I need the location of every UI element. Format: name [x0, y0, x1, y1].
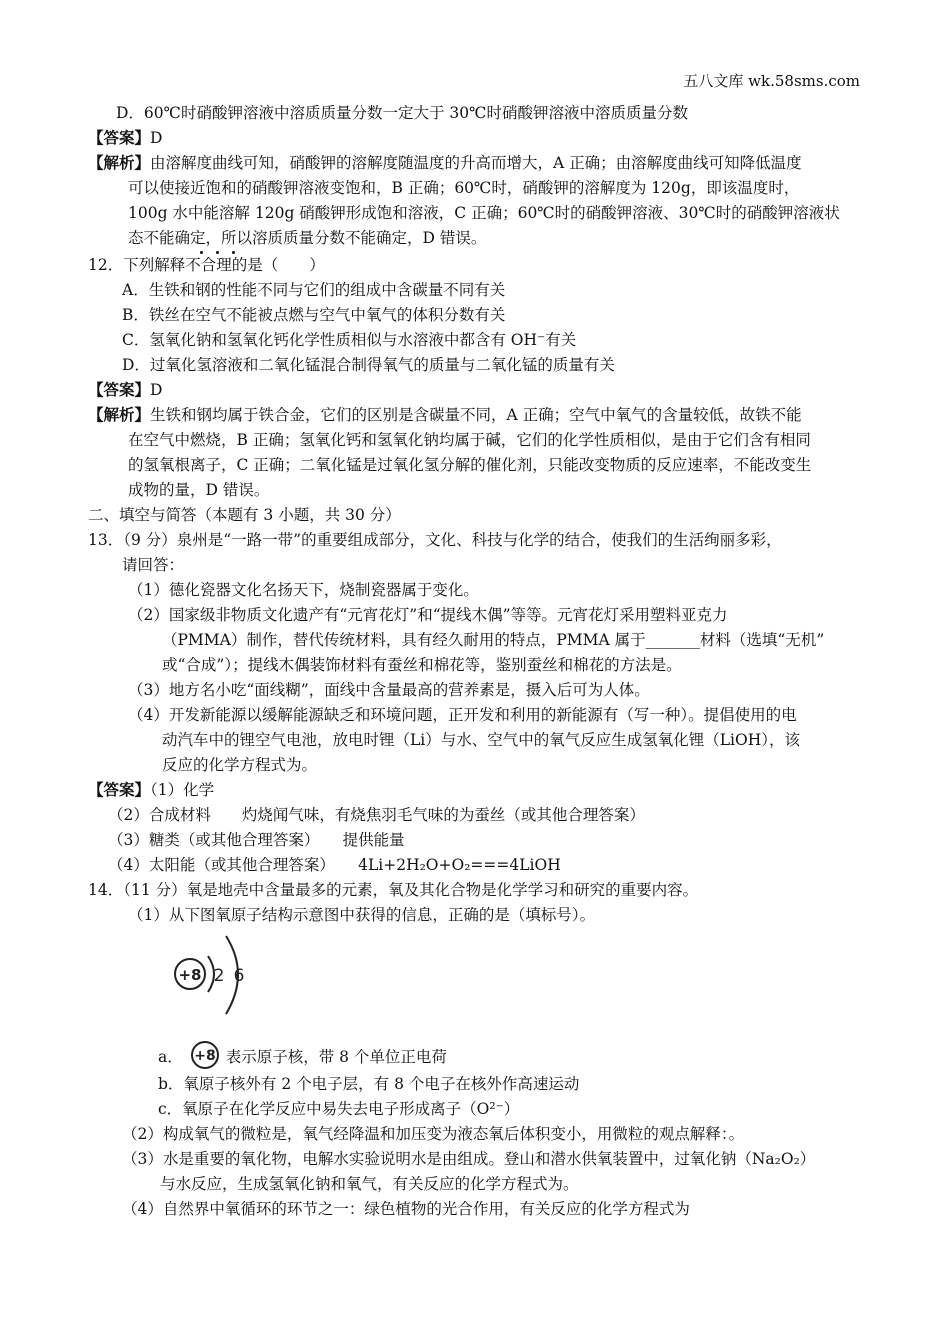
nucleus-symbol-label: +8	[193, 1048, 216, 1064]
emphasis-dot	[216, 251, 219, 254]
q13-answer-line: （4）太阳能（或其他合理答案） 4Li+2H₂O+O₂===4LiOH	[108, 856, 561, 874]
q12-option-b: B．铁丝在空气不能被点燃与空气中氧气的体积分数有关	[122, 306, 506, 324]
q13-part: （1）德化瓷器文化名扬天下，烧制瓷器属于变化。	[128, 581, 479, 599]
answer-value: D	[150, 381, 163, 399]
q12-stem: 12．下列解释不合理的是（ ）	[88, 256, 325, 274]
q11-analysis-line: 100g 水中能溶解 120g 硝酸钾形成饱和溶液，C 正确；60℃时的硝酸钾溶液、30℃时的硝酸钾溶液状	[128, 204, 840, 222]
q14-part3: 与水反应，生成氢氧化钠和氧气，有关反应的化学方程式为。	[160, 1175, 579, 1193]
analysis-label: 【解析】	[88, 153, 151, 172]
q14-part3: （3）水是重要的氧化物，电解水实验说明水是由组成。登山和潜水供氧装置中，过氧化钠（Na₂O₂）	[122, 1150, 816, 1168]
answer-value: D	[150, 129, 163, 147]
q13-part: （3）地方名小吃“面线糊”，面线中含量最高的营养素是，摄入后可为人体。	[128, 681, 650, 699]
analysis-text: 由溶解度曲线可知，硝酸钾的溶解度随温度的升高而增大，A 正确；由溶解度曲线可知降低温度	[150, 154, 802, 172]
answer-value: （1）化学	[150, 781, 215, 799]
q12-option-d: D．过氧化氢溶液和二氧化锰混合制得氧气的质量与二氧化锰的质量有关	[122, 356, 615, 374]
q12-answer	[88, 379, 162, 401]
q14-choice-c: c．氧原子在化学反应中易失去电子形成离子（O²⁻）	[158, 1100, 520, 1118]
q12-option-c: C．氢氧化钠和氢氧化钙化学性质相似与水溶液中都含有 OH⁻有关	[122, 331, 577, 349]
answer-label: 【答案】	[88, 780, 151, 799]
q14-choice-a	[158, 1046, 447, 1070]
q13-part: （4）开发新能源以缓解能源缺乏和环境问题，正开发和利用的新能源有（写一种）。提倡使用的电	[128, 706, 797, 724]
q11-answer	[88, 127, 162, 149]
choice-a-prefix: a．	[158, 1048, 183, 1066]
q13-part: 或“合成”）；提线木偶装饰材料有蚕丝和棉花等，鉴别蚕丝和棉花的方法是。	[162, 656, 682, 674]
q12-option-a: A．生铁和钢的性能不同与它们的组成中含碳量不同有关	[122, 281, 506, 299]
q13-stem: 请回答：	[122, 556, 185, 574]
nucleus-symbol	[188, 1040, 224, 1070]
shell-2-count: 6	[233, 966, 245, 986]
analysis-label: 【解析】	[88, 405, 151, 424]
nucleus-charge: +8	[178, 966, 202, 984]
q13-part: 动汽车中的锂空气电池，放电时锂（Li）与水、空气中的氧气反应生成氢氧化锂（LiOH），该	[162, 731, 800, 749]
q14-choice-b: b．氧原子核外有 2 个电子层，有 8 个电子在核外作高速运动	[158, 1075, 580, 1093]
q13-part: 反应的化学方程式为。	[162, 756, 318, 774]
q13-answer-line: （3）糖类（或其他合理答案） 提供能量	[108, 831, 405, 849]
q13-part: （2）国家级非物质文化遗产有“元宵花灯”和“提线木偶”等等。元宵花灯采用塑料亚克力	[128, 606, 728, 624]
q14-part2: （2）构成氧气的微粒是，氧气经降温和加压变为液态氧后体积变小，用微粒的观点解释：。	[122, 1125, 745, 1143]
emphasis-dot	[232, 251, 235, 254]
emphasis-dot	[200, 251, 203, 254]
answer-label: 【答案】	[88, 128, 151, 147]
answer-label: 【答案】	[88, 380, 151, 399]
choice-a-text: 表示原子核，带 8 个单位正电荷	[225, 1048, 447, 1066]
q12-analysis-line: 成物的量，D 错误。	[128, 481, 270, 499]
q13-answer-line: （2）合成材料 灼烧闻气味，有烧焦羽毛气味的为蚕丝（或其他合理答案）	[108, 806, 645, 824]
shell-1-count: 2	[213, 966, 225, 986]
analysis-text: 生铁和钢均属于铁合金，它们的区别是含碳量不同，A 正确；空气中氧气的含量较低，故铁不能	[150, 406, 802, 424]
q12-analysis-line: 的氢氧根离子，C 正确；二氧化锰是过氧化氢分解的催化剂，只能改变物质的反应速率，不能改变生	[128, 456, 812, 474]
page-header: 五八文库 wk.58sms.com	[683, 72, 860, 90]
q11-analysis-line: 可以使接近饱和的硝酸钾溶液变饱和，B 正确；60℃时，硝酸钾的溶解度为 120g，即该温度时，	[128, 179, 800, 197]
q12-analysis-line: 在空气中燃烧，B 正确；氢氧化钙和氢氧化钠均属于碱，它们的化学性质相似，是由于它们含有相同	[128, 431, 811, 449]
q11-option-d: D．60℃时硝酸钾溶液中溶质质量分数一定大于 30℃时硝酸钾溶液中溶质质量分数	[116, 104, 688, 122]
q13-answer-label	[88, 779, 214, 801]
q13-stem: 13．（9 分）泉州是“一路一带”的重要组成部分，文化、科技与化学的结合，使我们的生活绚丽多彩，	[88, 531, 782, 549]
q11-analysis-line	[88, 152, 802, 174]
q12-analysis-line	[88, 404, 802, 426]
q14-part1: （1）从下图氧原子结构示意图中获得的信息，正确的是（填标号）。	[128, 906, 596, 924]
q13-part: （PMMA）制作，替代传统材料，具有经久耐用的特点，PMMA 属于_______材料（选填“无机”	[162, 631, 825, 649]
q14-stem: 14．（11 分）氧是地壳中含量最多的元素，氧及其化合物是化学学习和研究的重要内容。	[88, 881, 699, 899]
q14-part4: （4）自然界中氧循环的环节之一：绿色植物的光合作用，有关反应的化学方程式为	[122, 1200, 690, 1218]
q11-analysis-line: 态不能确定，所以溶质质量分数不能确定，D 错误。	[128, 229, 487, 247]
oxygen-atom-diagram	[168, 928, 258, 1028]
section-heading: 二、填空与简答（本题有 3 小题，共 30 分）	[88, 506, 401, 524]
